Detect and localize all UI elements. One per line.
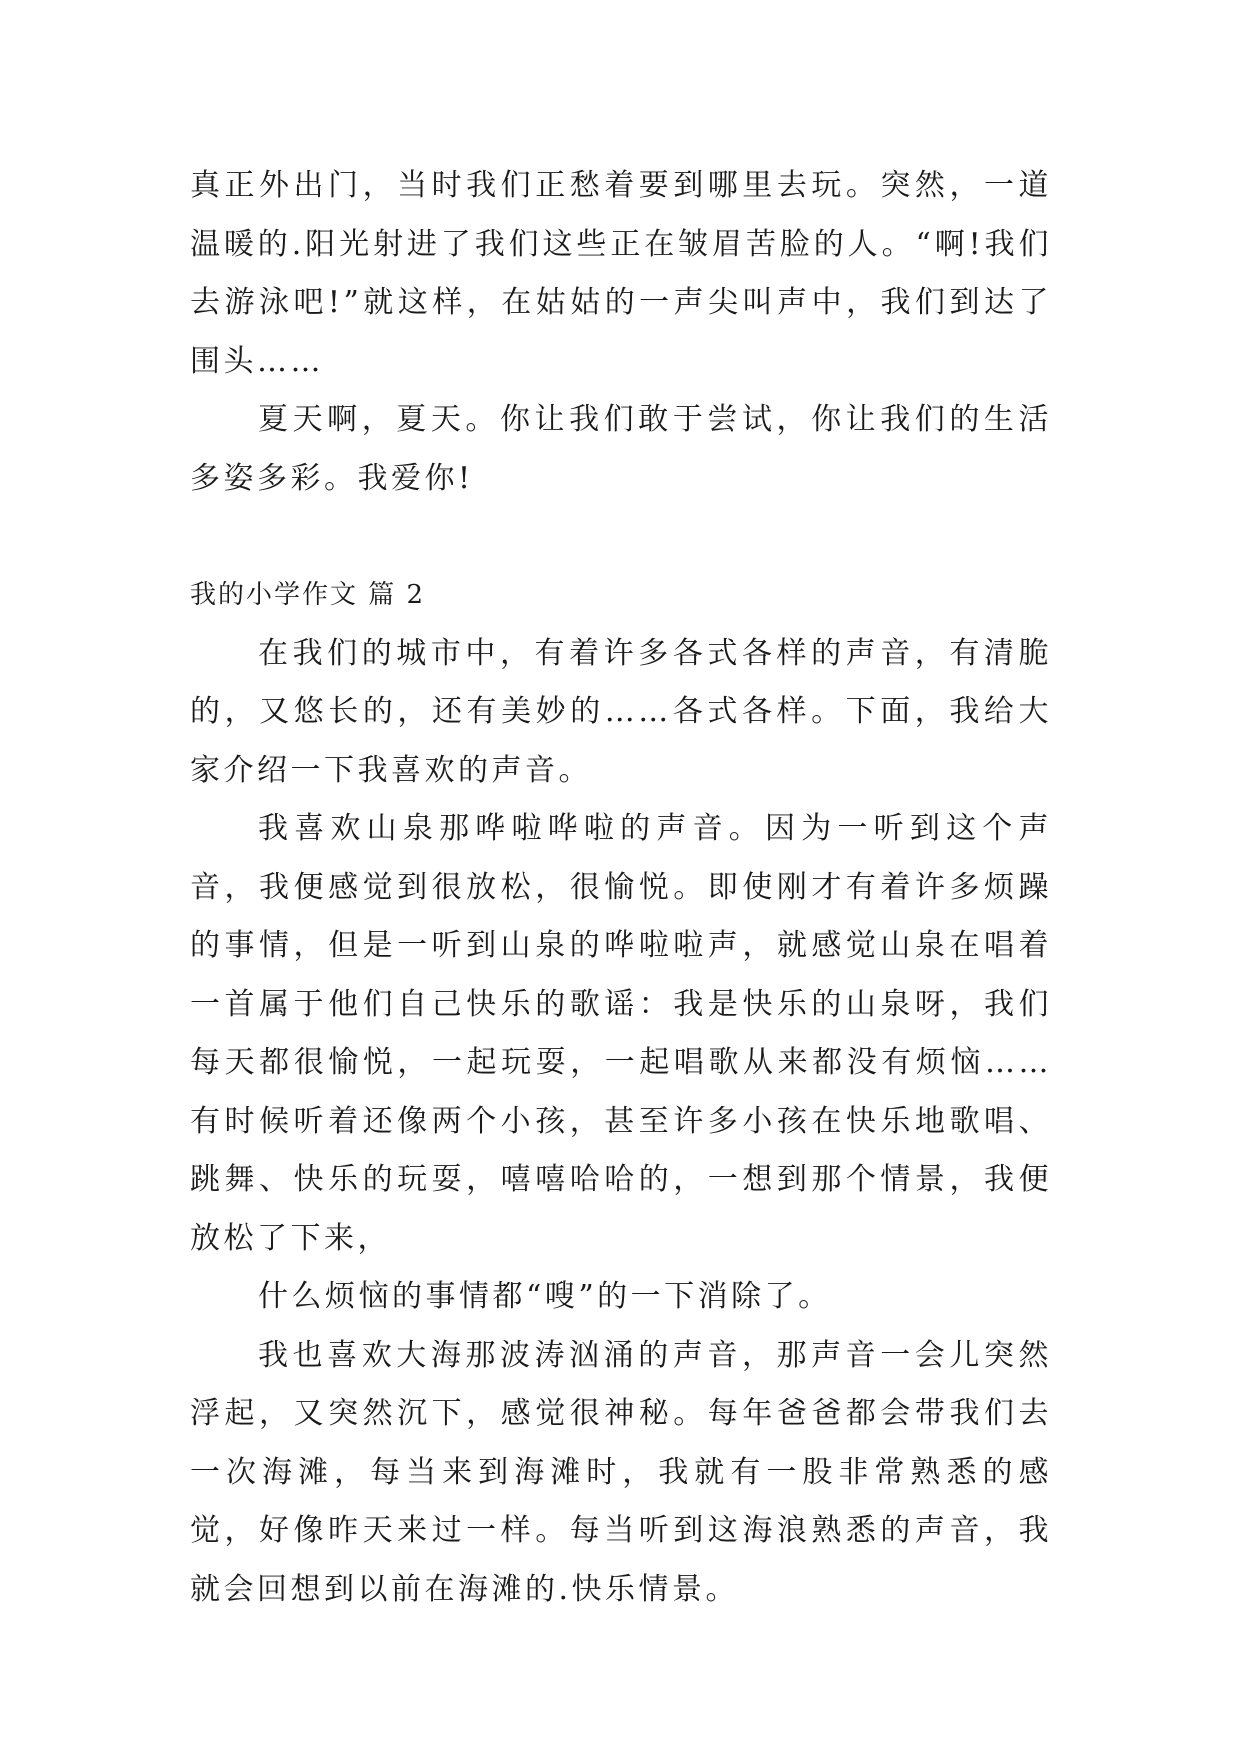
paragraph-2: 夏天啊，夏天。你让我们敢于尝试，你让我们的生活多姿多彩。我爱你! (190, 402, 1052, 496)
paragraph-4: 我喜欢山泉那哗啦哗啦的声音。因为一听到这个声音，我便感觉到很放松，很愉悦。即使刚才有着许多烦躁的事情，但是一听到山泉的哗啦啦声，就感觉山泉在唱着一首属于他们自己快乐的歌谣：我是快乐的山泉呀，我们每天都很愉悦，一起玩耍，一起唱歌从来都没有烦恼……有时候听着还像两个小孩，甚至许多小孩在快乐地歌唱、跳舞、快乐的玩耍，嘻嘻哈哈的，一想到那个情景，我便放松了下来， (190, 811, 1052, 1256)
essay-title: 我的小学作文 篇 2 (190, 580, 426, 610)
document-body (190, 157, 1052, 1619)
paragraph-1: 真正外出门，当时我们正愁着要到哪里去玩。突然，一道温暖的.阳光射进了我们这些正在皱眉苦脸的人。“啊!我们去游泳吧!”就这样，在姑姑的一声尖叫声中，我们到达了围头…… (190, 168, 1052, 379)
paragraph-5: 什么烦恼的事情都“嗖”的一下消除了。 (258, 1279, 832, 1314)
paragraph-3: 在我们的城市中，有着许多各式各样的声音，有清脆的，又悠长的，还有美妙的……各式各样。下面，我给大家介绍一下我喜欢的声音。 (190, 635, 1052, 788)
paragraph-6: 我也喜欢大海那波涛汹涌的声音，那声音一会儿突然浮起，又突然沉下，感觉很神秘。每年爸爸都会带我们去一次海滩，每当来到海滩时，我就有一股非常熟悉的感觉，好像昨天来过一样。每当听到这海浪熟悉的声音，我就会回想到以前在海滩的.快乐情景。 (190, 1337, 1052, 1607)
